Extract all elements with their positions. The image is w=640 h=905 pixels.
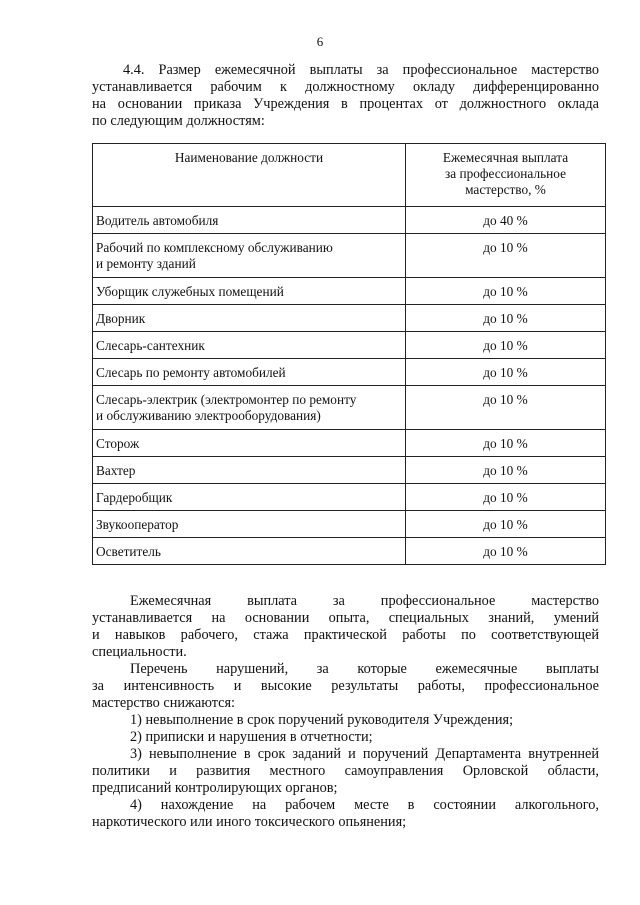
table-row bbox=[93, 484, 606, 511]
table-row bbox=[93, 207, 606, 234]
position-cell: Уборщик служебных помещений bbox=[93, 278, 406, 305]
list-item-continuation: предписаний контролирующих органов; bbox=[92, 780, 338, 796]
table-row bbox=[93, 511, 606, 538]
paragraph-payment-basis bbox=[92, 593, 599, 661]
value-cell: до 10 % bbox=[406, 484, 606, 511]
value-cell: до 10 % bbox=[406, 278, 606, 305]
table-header-row bbox=[93, 144, 606, 207]
intro-line: по следующим должностям: bbox=[92, 113, 265, 129]
position-cell: Рабочий по комплексному обслуживанию и ремонту зданий bbox=[93, 234, 406, 278]
list-item: 2) приписки и нарушения в отчетности; bbox=[130, 729, 373, 745]
intro-line: устанавливается рабочим к должностному окладу дифференцированно bbox=[92, 79, 599, 95]
value-cell: до 10 % bbox=[406, 457, 606, 484]
paragraph-violations bbox=[92, 661, 599, 712]
paragraph-line: устанавливается на основании опыта, специальных знаний, умений bbox=[92, 610, 599, 626]
value-cell: до 10 % bbox=[406, 234, 606, 278]
position-cell: Осветитель bbox=[93, 538, 406, 565]
table-row bbox=[93, 332, 606, 359]
value-cell: до 10 % bbox=[406, 359, 606, 386]
position-cell: Дворник bbox=[93, 305, 406, 332]
page-number: 6 bbox=[316, 34, 324, 49]
table-row bbox=[93, 305, 606, 332]
list-item: 1) невыполнение в срок поручений руководителя Учреждения; bbox=[130, 712, 514, 728]
value-cell: до 10 % bbox=[406, 332, 606, 359]
value-cell: до 10 % bbox=[406, 511, 606, 538]
position-cell: Водитель автомобиля bbox=[93, 207, 406, 234]
position-cell: Слесарь-сантехник bbox=[93, 332, 406, 359]
paragraph-line: специальности. bbox=[92, 644, 187, 660]
paragraph-line: мастерство снижаются: bbox=[92, 695, 236, 711]
violations-list bbox=[92, 712, 599, 831]
list-item-continuation: политики и развития местного самоуправления Орловской области, bbox=[92, 763, 599, 779]
value-cell: до 40 % bbox=[406, 207, 606, 234]
position-cell: Гардеробщик bbox=[93, 484, 406, 511]
list-item: 3) невыполнение в срок заданий и поручений Департамента внутренней bbox=[130, 746, 599, 762]
value-cell: до 10 % bbox=[406, 386, 606, 430]
positions-table bbox=[92, 143, 606, 565]
table-row bbox=[93, 278, 606, 305]
position-cell: Вахтер bbox=[93, 457, 406, 484]
header-position: Наименование должности bbox=[93, 144, 406, 207]
value-cell: до 10 % bbox=[406, 538, 606, 565]
intro-line: 4.4. Размер ежемесячной выплаты за профессиональное мастерство bbox=[123, 62, 599, 78]
value-cell: до 10 % bbox=[406, 430, 606, 457]
position-cell: Слесарь-электрик (электромонтер по ремонту и обслуживанию электрооборудования) bbox=[93, 386, 406, 430]
paragraph-line: за интенсивность и высокие результаты работы, профессиональное bbox=[92, 678, 599, 694]
table-row bbox=[93, 359, 606, 386]
position-cell: Слесарь по ремонту автомобилей bbox=[93, 359, 406, 386]
paragraph-line: Ежемесячная выплата за профессиональное мастерство bbox=[130, 593, 599, 609]
table-row bbox=[93, 430, 606, 457]
table-row bbox=[93, 457, 606, 484]
position-cell: Сторож bbox=[93, 430, 406, 457]
table-row bbox=[93, 234, 606, 278]
paragraph-line: Перечень нарушений, за которые ежемесячные выплаты bbox=[130, 661, 599, 677]
intro-line: на основании приказа Учреждения в процентах от должностного оклада bbox=[92, 96, 599, 112]
position-cell: Звукооператор bbox=[93, 511, 406, 538]
paragraph-line: и навыков рабочего, стажа практической работы по соответствующей bbox=[92, 627, 599, 643]
value-cell: до 10 % bbox=[406, 305, 606, 332]
table-row bbox=[93, 386, 606, 430]
header-payment: Ежемесячная выплата за профессиональное мастерство, % bbox=[406, 144, 606, 207]
intro-paragraph bbox=[92, 62, 599, 130]
list-item: 4) нахождение на рабочем месте в состоянии алкогольного, bbox=[130, 797, 599, 813]
list-item-continuation: наркотического или иного токсического опьянения; bbox=[92, 814, 407, 830]
table-row bbox=[93, 538, 606, 565]
